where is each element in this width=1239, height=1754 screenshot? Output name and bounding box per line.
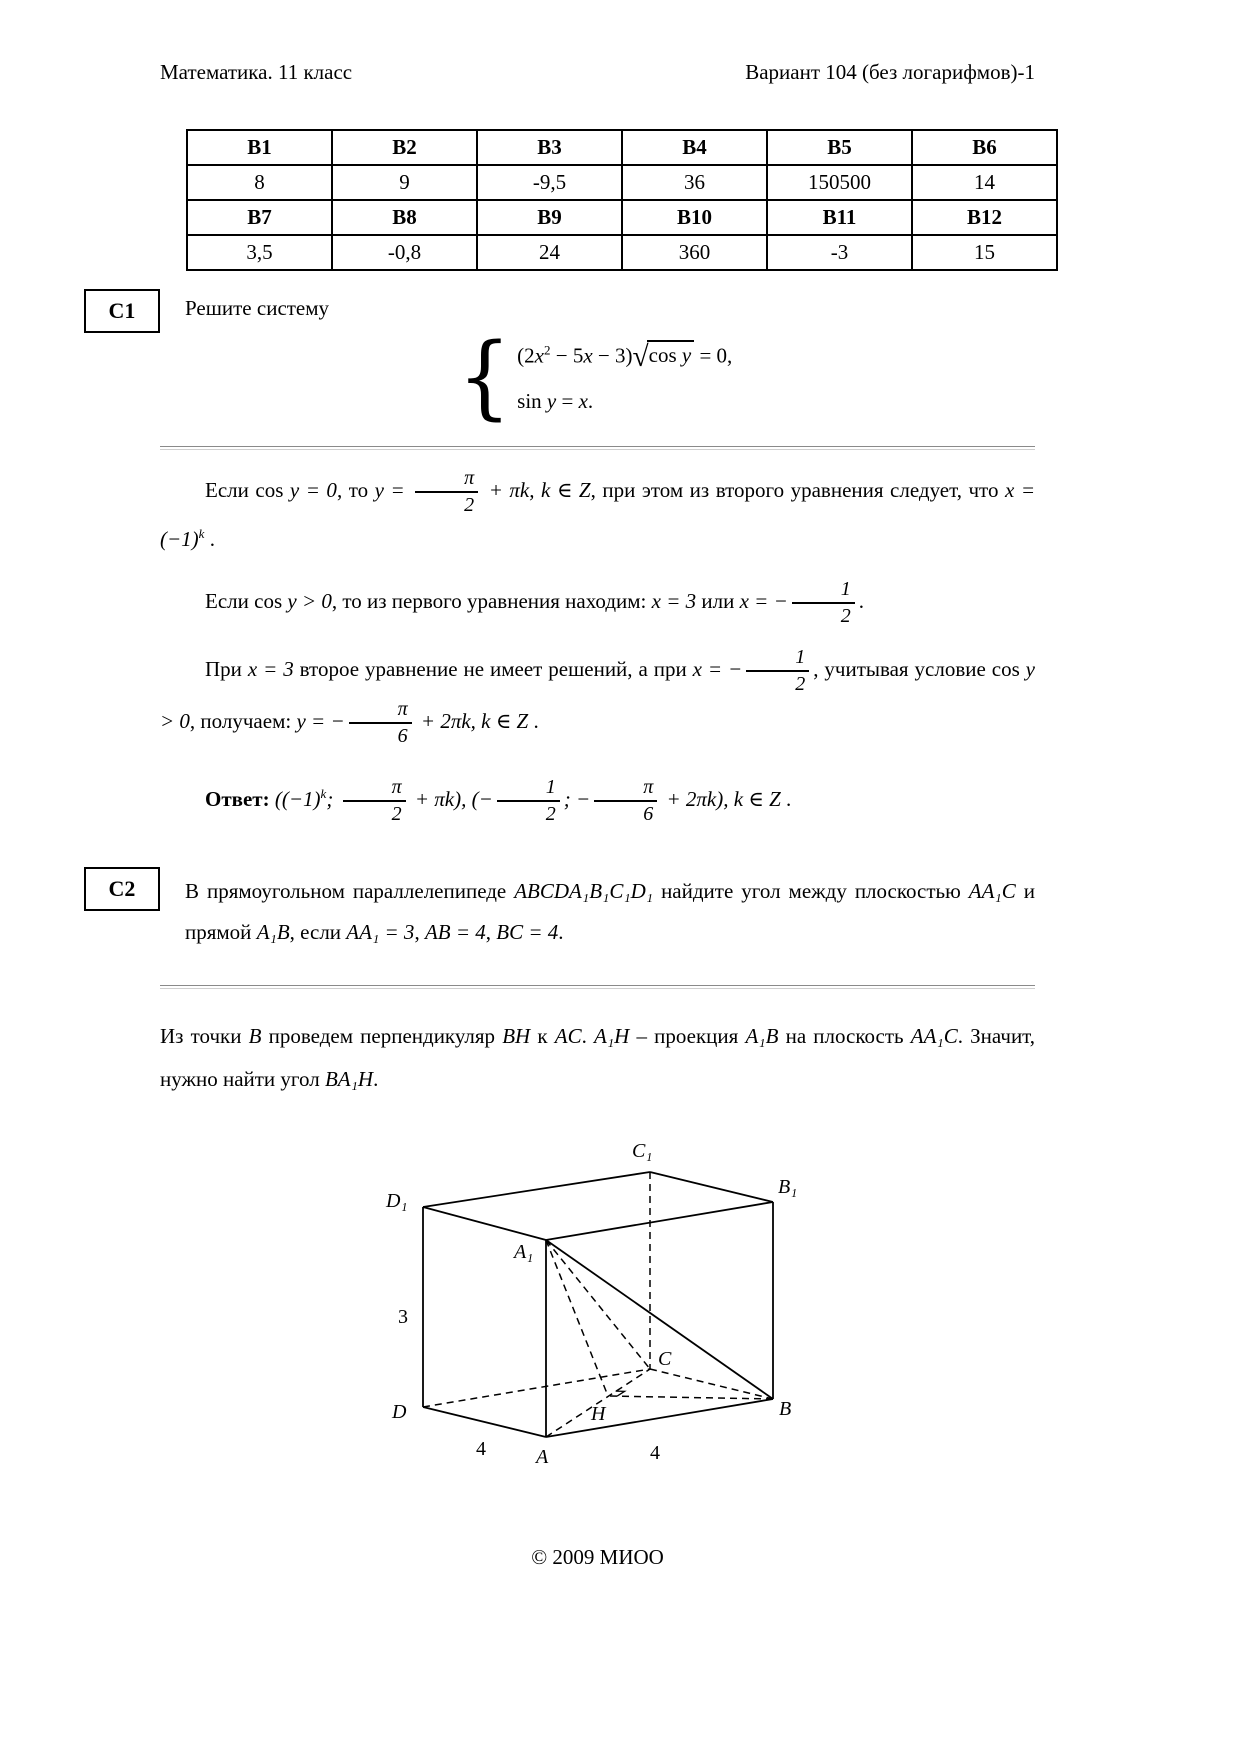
text-fragment: . — [373, 1066, 379, 1091]
math-fragment: A₁H — [594, 1023, 630, 1048]
vertex-labels — [385, 1140, 797, 1468]
text-fragment: . — [204, 526, 215, 551]
fraction — [746, 645, 809, 697]
answer-header-cell: В3 — [477, 130, 622, 165]
math-fragment: cos — [255, 477, 284, 502]
fraction-denominator: 2 — [545, 802, 556, 825]
text-fragment: Если — [205, 477, 256, 502]
diagonal-a1-b — [546, 1240, 773, 1399]
table-row — [187, 165, 1057, 200]
text-fragment: и прямой — [185, 878, 1035, 944]
c2-body — [185, 867, 1035, 953]
edge-d-a — [423, 1407, 546, 1437]
answer-header-cell: В1 — [187, 130, 332, 165]
system-brace: { — [457, 322, 512, 429]
text-fragment: , учитывая условие — [813, 656, 992, 681]
fraction — [594, 775, 657, 827]
answer-value-cell: 24 — [477, 235, 622, 270]
diagram-container — [378, 1127, 818, 1493]
c1-prompt: Решите систему — [185, 296, 330, 320]
text-fragment: , если — [289, 919, 347, 944]
page-footer: © 2009 МИОО — [531, 1544, 664, 1569]
vertex-label-h: H — [590, 1402, 605, 1425]
answer-value-cell: -3 — [767, 235, 912, 270]
answer-value-cell: 15 — [912, 235, 1057, 270]
system-of-equations — [185, 322, 1005, 429]
text-fragment: на плоскость — [778, 1023, 911, 1048]
math-fragment: BC = 4 — [496, 919, 559, 944]
fraction-denominator: 2 — [464, 493, 475, 516]
text-fragment: , — [414, 919, 425, 944]
math-fragment: − 5 — [550, 343, 584, 368]
fraction-numerator: π — [415, 466, 478, 493]
text-fragment: второе уравнение не имеет решений, а при — [293, 656, 693, 681]
text-fragment: , то из первого уравнения находим: — [331, 588, 652, 613]
superscript: k — [198, 525, 205, 541]
segment-a1-c — [546, 1240, 650, 1369]
math-fragment: AB = 4 — [424, 919, 486, 944]
math-fragment: AC — [554, 1023, 582, 1048]
math-fragment: A₁B — [256, 919, 290, 944]
answer-value-cell: -9,5 — [477, 165, 622, 200]
fraction-numerator: 1 — [792, 577, 855, 604]
system-equation-2 — [517, 386, 732, 418]
answer-value-cell: 150500 — [767, 165, 912, 200]
c1-label-box — [84, 289, 160, 333]
dashed-edges — [423, 1172, 773, 1437]
math-fragment: + πk, k ∈ Z — [482, 477, 591, 502]
math-fragment: y = − — [296, 708, 345, 733]
answer-header-cell: В12 — [912, 200, 1057, 235]
edge-length-base1: 4 — [475, 1437, 486, 1460]
parallelepiped-diagram — [378, 1127, 818, 1487]
section-divider — [160, 985, 1035, 989]
system-equation-1 — [517, 335, 732, 379]
c2-solution-paragraph — [160, 1015, 1035, 1101]
table-row — [187, 130, 1057, 165]
answer-value-cell: 360 — [622, 235, 767, 270]
superscript: k — [320, 785, 327, 801]
answer-header-cell: В8 — [332, 200, 477, 235]
edge-length-labels — [398, 1306, 660, 1464]
edge-d1-c1 — [423, 1172, 650, 1207]
math-fragment: AA₁C — [968, 878, 1016, 903]
problem-c2-section — [108, 867, 1035, 953]
text-fragment: При — [205, 656, 248, 681]
fraction-numerator: π — [594, 775, 657, 802]
math-fragment: x — [578, 389, 588, 414]
edge-d1-a1 — [423, 1207, 546, 1240]
math-fragment: (2 — [517, 343, 535, 368]
answer-header-cell: В11 — [767, 200, 912, 235]
math-fragment: y > 0 — [160, 656, 1036, 733]
fraction — [792, 577, 855, 629]
math-fragment: ABCDA₁B₁C₁D₁ — [514, 878, 654, 903]
answer-label: Ответ: — [205, 786, 275, 811]
fraction-denominator: 6 — [397, 724, 408, 747]
c2-statement — [185, 867, 1035, 953]
radicand — [647, 340, 695, 367]
edge-d-c — [423, 1369, 650, 1407]
text-fragment: к — [530, 1023, 555, 1048]
table-row — [187, 200, 1057, 235]
c1-solution-paragraph-3 — [160, 645, 1035, 749]
section-divider — [160, 446, 1035, 450]
text-fragment: . Значит, нужно найти угол — [160, 1023, 1036, 1091]
answer-header-cell: В2 — [332, 130, 477, 165]
edge-length-height: 3 — [397, 1305, 408, 1328]
c1-body — [185, 289, 1035, 429]
math-fragment: AA₁ = 3 — [346, 919, 415, 944]
answer-value-cell: 14 — [912, 165, 1057, 200]
sqrt-radical — [632, 341, 695, 373]
math-fragment: x — [583, 343, 593, 368]
text-fragment: , — [485, 919, 497, 944]
c1-solution-paragraph-1 — [160, 466, 1035, 561]
text-fragment: – проекция — [629, 1023, 746, 1048]
edge-length-base2: 4 — [649, 1441, 660, 1464]
text-fragment: . — [858, 588, 865, 613]
c1-solution-paragraph-2 — [160, 577, 1035, 629]
math-fragment: cos — [254, 588, 283, 613]
vertex-label-d: D — [391, 1400, 406, 1423]
math-fragment: x = 3 — [247, 656, 294, 681]
text-fragment: или — [696, 588, 740, 613]
answer-header-cell: В4 — [622, 130, 767, 165]
math-fragment: y = 0 — [283, 477, 337, 502]
math-fragment: = — [556, 389, 579, 414]
segment-b-h — [608, 1396, 773, 1399]
answer-header-cell: В5 — [767, 130, 912, 165]
answers-table — [186, 129, 1058, 271]
vertex-label-c1: C₁ — [631, 1139, 652, 1162]
c2-label: С2 — [108, 875, 136, 901]
c1-label: С1 — [108, 298, 136, 323]
vertex-label-c: C — [657, 1347, 671, 1370]
math-fragment: BA₁H — [324, 1066, 374, 1091]
fraction-denominator: 6 — [643, 802, 654, 825]
answer-header-cell: В9 — [477, 200, 622, 235]
vertex-label-b: B — [778, 1397, 791, 1420]
text-fragment: проведем перпендикуляр — [261, 1023, 503, 1048]
problem-c1-section — [108, 289, 1035, 429]
math-fragment: cos — [991, 656, 1020, 681]
text-fragment: . — [558, 919, 564, 944]
fraction-numerator: π — [349, 697, 412, 724]
fraction-numerator: π — [343, 775, 406, 802]
answer-value-cell: 9 — [332, 165, 477, 200]
header-subject: Математика. 11 класс — [160, 60, 353, 84]
system-lines — [517, 335, 732, 418]
math-fragment: ((−1) — [274, 786, 321, 811]
answer-value-cell: -0,8 — [332, 235, 477, 270]
math-fragment: . — [587, 389, 594, 414]
text-fragment: , получаем: — [189, 708, 297, 733]
radical-sign: √ — [632, 341, 649, 373]
math-fragment: ; − — [563, 786, 591, 811]
header-variant: Вариант 104 (без логарифмов)-1 — [745, 60, 1035, 84]
vertex-label-d1: D₁ — [385, 1189, 407, 1212]
fraction — [415, 466, 478, 518]
math-fragment: + 2πk), k ∈ Z — [661, 786, 781, 811]
math-fragment: y = — [374, 477, 412, 502]
math-fragment: x = (−1) — [160, 477, 1035, 551]
math-fragment: sin — [517, 389, 547, 414]
answer-header-cell: В6 — [912, 130, 1057, 165]
math-fragment: AA₁C — [910, 1023, 958, 1048]
page-header — [160, 60, 1035, 85]
fraction-numerator: 1 — [746, 645, 809, 672]
fraction — [497, 775, 560, 827]
solid-edges — [423, 1172, 773, 1437]
text-fragment: найдите угол между плоскостью — [653, 878, 969, 903]
answer-value-cell: 36 — [622, 165, 767, 200]
edge-c-b — [650, 1369, 773, 1399]
text-fragment: . — [780, 786, 792, 811]
math-fragment: x = − — [692, 656, 743, 681]
math-fragment: = 0, — [694, 343, 733, 368]
text-fragment: . — [581, 1023, 595, 1048]
math-fragment: y > 0 — [282, 588, 332, 613]
math-fragment: − 3) — [592, 343, 633, 368]
answer-header-cell: В10 — [622, 200, 767, 235]
text-fragment: Если — [205, 588, 255, 613]
c2-label-box — [84, 867, 160, 911]
math-fragment: y — [546, 389, 557, 414]
math-fragment: BH — [502, 1023, 531, 1048]
math-fragment: + 2πk, k ∈ Z — [415, 708, 529, 733]
edge-c1-b1 — [650, 1172, 773, 1202]
text-fragment: , то — [336, 477, 375, 502]
math-fragment: x = 3 — [651, 588, 697, 613]
fraction — [343, 775, 406, 827]
math-fragment: cos — [648, 343, 682, 368]
math-fragment: ; — [326, 786, 339, 811]
vertex-label-a: A — [535, 1445, 548, 1468]
math-fragment: x = − — [739, 588, 788, 613]
text-fragment: , при этом из второго уравнения следует, что — [590, 477, 1005, 502]
superscript: 2 — [543, 342, 551, 358]
math-fragment: y — [681, 343, 692, 368]
c1-answer-paragraph — [160, 775, 1035, 827]
answer-header-cell: В7 — [187, 200, 332, 235]
vertex-label-b1: B₁ — [777, 1175, 797, 1198]
math-fragment: B — [248, 1023, 262, 1048]
answer-value-cell: 3,5 — [187, 235, 332, 270]
text-fragment: В прямоугольном параллелепипеде — [185, 878, 515, 903]
math-fragment: x — [534, 343, 544, 368]
fraction — [349, 697, 412, 749]
fraction-numerator: 1 — [497, 775, 560, 802]
text-fragment: . — [528, 708, 539, 733]
edge-a-b — [546, 1399, 773, 1437]
edge-a1-b1 — [546, 1202, 773, 1240]
fraction-denominator: 2 — [840, 604, 851, 627]
math-fragment: + πk), (− — [409, 786, 493, 811]
vertex-label-a1: A₁ — [513, 1240, 533, 1263]
math-fragment: A₁B — [745, 1023, 779, 1048]
table-row — [187, 235, 1057, 270]
text-fragment: Из точки — [160, 1023, 249, 1048]
fraction-denominator: 2 — [391, 802, 402, 825]
answer-value-cell: 8 — [187, 165, 332, 200]
fraction-denominator: 2 — [795, 672, 806, 695]
segment-a1-h — [546, 1240, 608, 1396]
